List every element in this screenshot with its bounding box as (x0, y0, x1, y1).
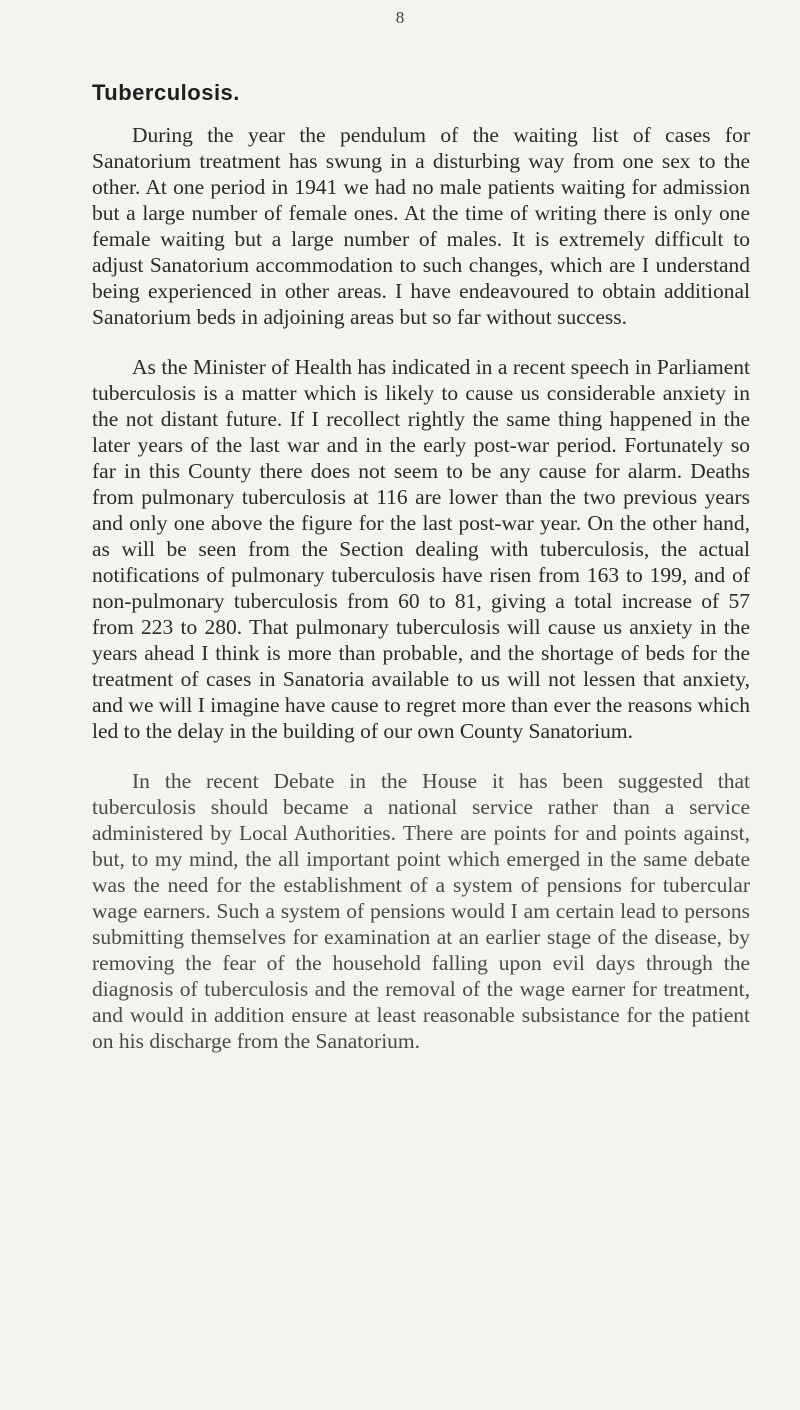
paragraph-national-service: In the recent Debate in the House it has been suggested that tuberculosis should became a national service rather than a service administered by Local Authorities. There are points for and points against, but, to my mind, the all important point which emerged in the same debate was the need for the establishment of a system of pensions for tubercular wage earners. Such a system of pensions would I am certain lead to persons submitting themselves for examination at an earlier stage of the disease, by removing the fear of the household falling upon evil days through the diagnosis of tuberculosis and the removal of the wage earner for treatment, and would in addition ensure at least reasonable subsistance for the patient on his discharge from the Sanatorium. (92, 769, 750, 1053)
paragraph-waiting-list: During the year the pendulum of the waiting list of cases for Sanatorium treatment has swung in a disturbing way from one sex to the other. At one period in 1941 we had no male patients waiting for admission but a large number of female ones. At the time of writing there is only one female waiting but a large number of males. It is extremely difficult to adjust Sanatorium accommodation to such changes, which are I understand being experienced in other areas. I have endeavoured to obtain additional Sanatorium beds in adjoining areas but so far without success. (92, 123, 750, 329)
section-heading: Tuberculosis. (92, 80, 240, 105)
body-text (92, 122, 750, 1078)
page-number: 8 (395, 8, 405, 27)
paragraph-ministry-anxiety: As the Minister of Health has indicated in a recent speech in Parliament tuberculosis is a matter which is likely to cause us considerable anxiety in the not distant future. If I recollect rightly the same thing happened in the later years of the last war and in the early post-war period. Fortunately so far in this County there does not seem to be any cause for alarm. Deaths from pulmonary tuberculosis at 116 are lower than the two previous years and only one above the figure for the last post-war year. On the other hand, as will be seen from the Section dealing with tuberculosis, the actual notifications of pulmonary tuberculosis have risen from 163 to 199, and of non-pulmonary tuberculosis from 60 to 81, giving a total increase of 57 from 223 to 280. That pulmonary tuberculosis will cause us anxiety in the years ahead I think is more than probable, and the shortage of beds for the treatment of cases in Sanatoria available to us will not lessen that anxiety, and we will I imagine have cause to regret more than ever the reasons which led to the delay in the building of our own County Sanatorium. (92, 355, 750, 743)
